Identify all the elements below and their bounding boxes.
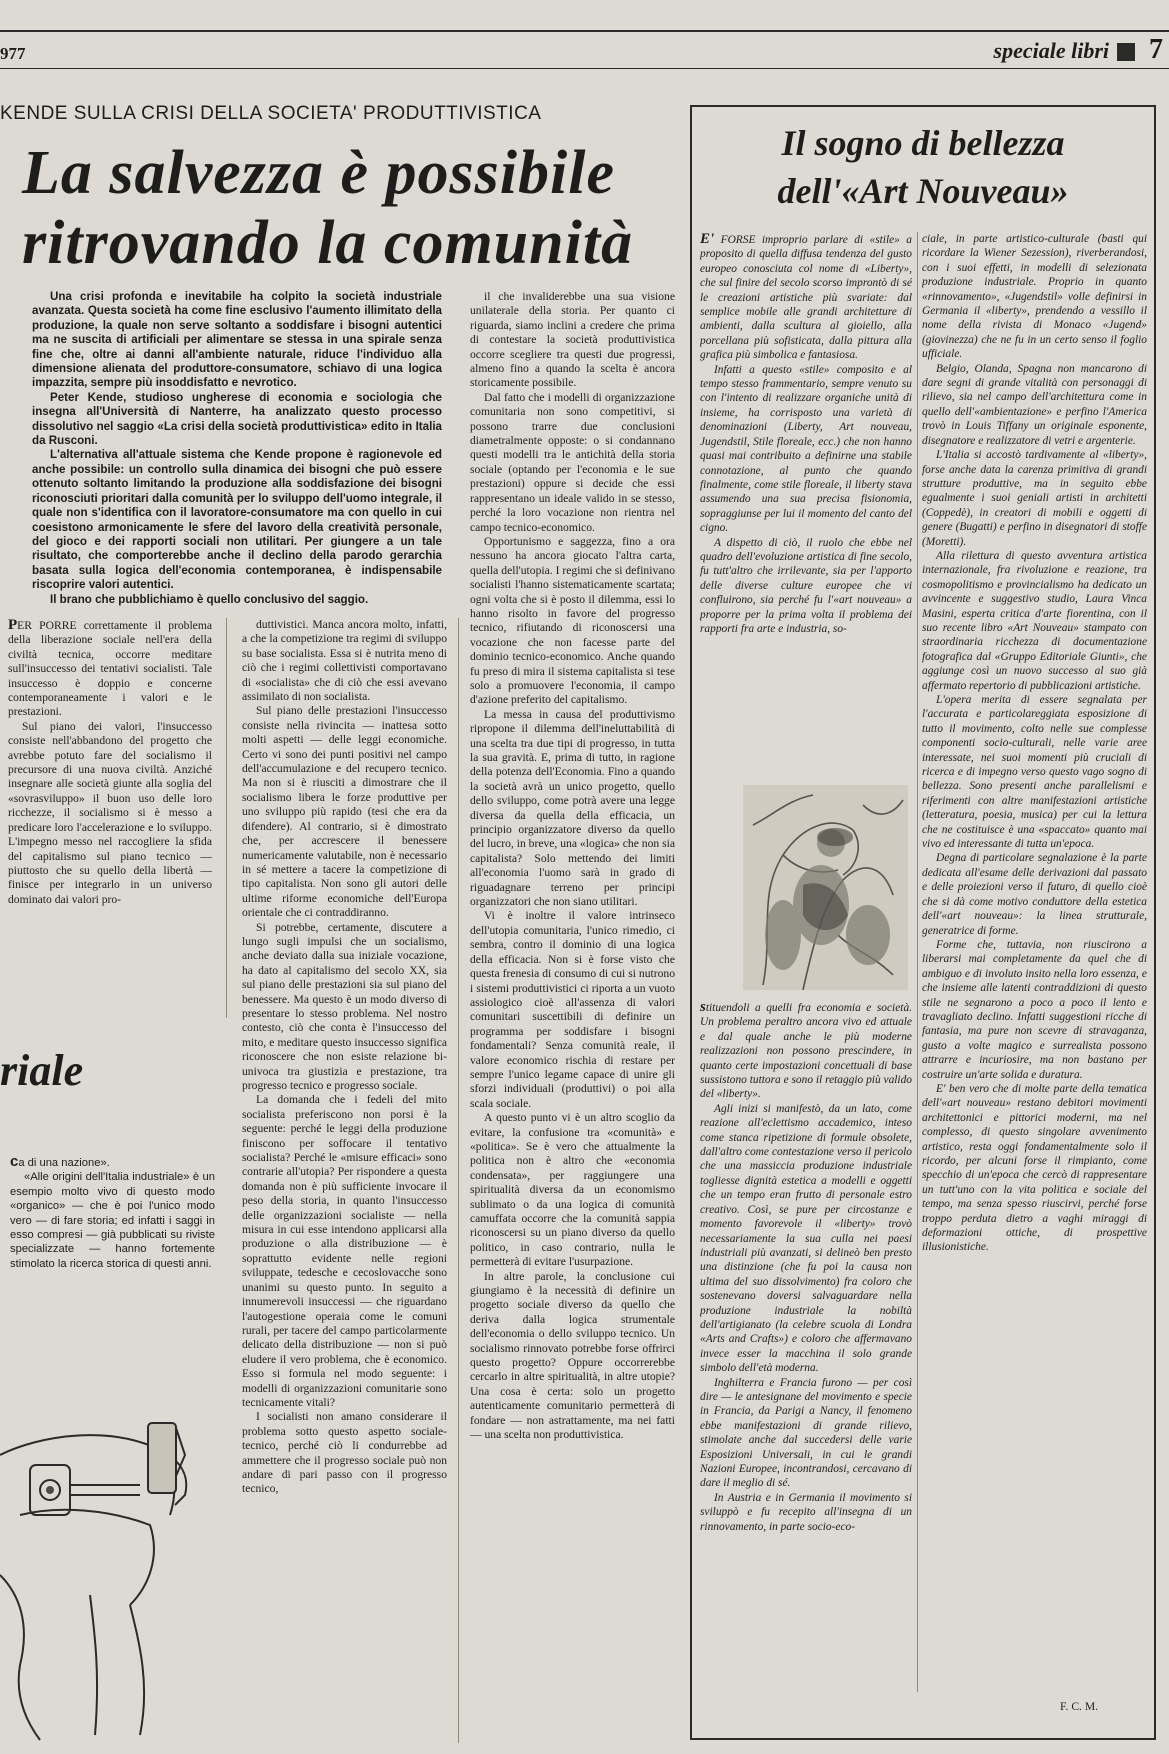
headline-line-2: ritrovando la comunità [22, 209, 634, 277]
body-paragraph: Inghilterra e Francia furono — per così dire — le antesignane del movimento e specie in Francia, da Parigi a Nancy, il fenomeno ebbe manifestazioni di grande rilievo, stimolate anche dal succedersi delle varie Esposizioni Universali, in cui le grandi Nazioni Europee, incontrandosi, cercavano di dare il meglio di sé. [700, 1376, 912, 1490]
article-lead [32, 290, 442, 607]
headline-line-1: La salvezza è possibile [22, 139, 615, 207]
body-paragraph: L'opera merita di essere segnalata per l'accurata e particolareggiata esposizione di tutto il movimento, colto nelle sue complesse componenti socio-culturali, nelle varie aree interessate, nei suoi momenti più cruciali di ricerca e di impegno verso questo vago sogno di bellezza. Sono presenti anche parallelismi e riferimenti con altre manifestazioni artistiche (letteratura, poesia, musica) per cui la lettura che ne costituisce è una «spaccato» quanto mai vivo ed interessante di tutta un'epoca. [922, 694, 1147, 851]
sidebar-column-2 [922, 232, 1147, 1690]
column-divider [226, 618, 227, 1018]
body-paragraph: L'Italia si accostò tardivamente al «liberty», forse anche data la carenza primitiva di grandi strutture produttive, ma in seguito ebbe egualmente i suoi geniali artisti in architetti (Coppedè), in creatori di mobili e oggetti di genere (Bugatti) e perfino in disegnatori di stoffe (Moretti). [922, 449, 1147, 548]
sidebar-title-line-2: dell'«Art Nouveau» [777, 171, 1069, 211]
body-paragraph: Sul piano delle prestazioni l'insuccesso consiste nella rivincita — inattesa sotto molti aspetti — delle leggi economiche. Certo vi sono dei punti positivi nel campo dell'accumulazione e del recupero tecnico. Ma non si è riusciti a dimostrare che il socialismo libera le forze produttive per uno sviluppo più rapido (tesi che era da difendere). Al contrario, si è dimostrato che, per accrescere il benessere numericamente valutabile, non è necessario in sé mettere a tacere la competizione di tipo capitalista. Non sono gli autori delle ultime riforme economiche dell'Europa orientale che ci contraddiranno. [242, 704, 447, 920]
body-paragraph: Dal fatto che i modelli di organizzazione comunitaria non sono competitivi, si possono trarre due conclusioni diametralmente opposte: o si condannano questi modelli tra le antichità della storia sociale (optando per l'economia e le sue prestazioni) oppure si decide che essi rappresentano un ideale valido in se stesso, perché la loro vocazione non rientra nel campo tecnico-economico. [470, 390, 675, 534]
body-paragraph: La messa in causa del produttivismo ripropone il dilemma dell'ineluttabilità di una scelta tra due tipi di progresso, in tutta la sua gravità. E, prima di tutto, in ragione della potenza dell'Economia. Fino a quando la società avrà un unico progetto, quello dello sviluppo, come potrà avere una legge diversa da quella della efficacia, un principio organizzatore diverso da quello del lucro, in breve, una «logica» che non sia capitalista? Solo mettendo dei limiti all'economia l'uomo sarà in grado di riguadagnare terreno per principi organizzatori che non siano utilitari. [470, 707, 675, 909]
page-year: 977 [0, 44, 26, 63]
body-paragraph: E' ben vero che di molte parte della tematica dell'«art nouveau» restano debitori movimenti architettonici e pittorici moderni, ma nel complesso, di questo singolare avvenimento artistico, resta oggi fondamentalmente solo il ricordo, per alcuni forse il rimpianto, come specchio di un'epoca che cercò di rappresentare un tutt'uno con la vita politica e sociale del tempo, ma senza spesso riuscirvi, perché forse troppo perduta dietro a vaghi miraggi di deformazioni ottiche, di prospettive illusionistiche. [922, 1082, 1147, 1254]
horse-illustration [0, 1395, 220, 1745]
fragment-headline: riale [0, 1046, 84, 1095]
author-signature: F. C. M. [1060, 1700, 1099, 1713]
sidebar-column-1-top [700, 232, 912, 780]
body-paragraph: duttivistici. Manca ancora molto, infatti, a che la competizione tra regimi di sviluppo su base socialista. Essa si è nutrita meno di ciò che i regimi collettivisti comportavano di «socialista» che di ciò che essi avevano assimilato di non socialista. [242, 618, 447, 704]
body-paragraph: E' FORSE improprio parlare di «stile» a proposito di quella diffusa tendenza del gusto europeo conosciuta col nome di «Liberty», che sul finire del secolo scorso improntò di sé le creazioni artistiche più svariate: dal semplice mobile alle grandi architetture di ambienti, dalla scultura al gioiello, alla porcellana più sofisticata, dalla pittura alla grafica più simbolica e fantasiosa. [700, 232, 912, 362]
lead-paragraph: Una crisi profonda e inevitabile ha colpito la società industriale avanzata. Questa società ha come fine esclusivo l'aumento illimitato della produzione, la quale non serve soltanto a soddisfare i bisogni autentici ma ne suscita di artificiali per alimentare se stessa in una spirale senza fine che, oltre ai danni all'ambiente naturale, riduce l'individuo alla dimensione alienata del produttore-consumatore, schiavo di una logica impazzita, sempre più insoddisfatto e nevrotico. [32, 290, 442, 390]
body-paragraph: ca di una nazione». [10, 1155, 110, 1170]
header-top-rule [0, 30, 1169, 32]
square-icon [1117, 43, 1135, 61]
body-paragraph: A questo punto vi è un altro scoglio da evitare, la confusione tra «comunità» e «politica». Se è vero che attualmente la politica non è altro che «economia condensata», per raggiungere una spiritualità diversa da un economismo sublimato o da una logica di comunità camuffata occorre che la comunità sappia riconoscersi su un piano diverso da quello politico, in caso contrario, nulla le permetterà di evitare l'usurpazione. [470, 1111, 675, 1269]
sidebar-column-1-bottom [700, 1000, 912, 1700]
body-paragraph: il che invaliderebbe una sua visione unilaterale della storia. Per quanto ci riguarda, siamo inclini a credere che prima di contestare la società produttivistica occorre scegliere tra questi due progressi, almeno fino a quando la scelta è ancora storicamente possibile. [470, 290, 675, 390]
sidebar-title-line-1: Il sogno di bellezza [781, 123, 1065, 163]
column-divider [917, 232, 918, 1692]
body-paragraph: Degna di particolare segnalazione è la parte dedicata all'esame delle derivazioni dal passato e delle proiezioni verso il futuro, di quello cioè che si dà come motivo conduttore della estetica dell'«art nouveau»: la linea strutturale, generatrice di forme. [922, 852, 1147, 937]
art-nouveau-illustration [743, 785, 908, 990]
section-label: speciale libri [993, 38, 1109, 63]
article-column-3 [470, 290, 675, 1745]
body-paragraph: A dispetto di ciò, il ruolo che ebbe nel quadro dell'evoluzione artistica di fine secolo, fu tutt'altro che irrilevante, sia per l'apporto delle diverse culture europee che vi confluirono, sia perché fu l'«art nouveau» a proporre per la prima volta il problema dei rapporti fra arte e industria, so- [700, 536, 912, 635]
column-divider [458, 618, 459, 1743]
body-paragraph: stituendoli a quelli fra economia e società. Un problema peraltro ancora vivo ed attuale e dal quale anche le più moderne realizzazioni non possono prescindere, in quanto certe impostazioni concettuali di base sussistono tuttora e sono il retaggio più valido del «liberty». [700, 1000, 912, 1101]
header-bottom-rule [0, 68, 1169, 69]
lead-paragraph: Il brano che pubblichiamo è quello conclusivo del saggio. [50, 592, 369, 606]
body-paragraph: I socialisti non amano considerare il problema sotto questo aspetto sociale-tecnico, perché ciò li condurrebbe ad ammettere che il progresso sociale può non andare di pari passo con il progresso tecnico, [242, 1410, 447, 1496]
body-paragraph: PER PORRE correttamente il problema della liberazione sociale nell'era della civiltà tecnica, occorre meditare sull'insuccesso dei tentativi socialisti. Tale insuccesso è doppio e concerne contemporaneamente i valori e le prestazioni. [8, 618, 212, 719]
body-paragraph: Sul piano dei valori, l'insuccesso consiste nell'abbandono del progetto che avrebbe potuto fare del socialismo il precursore di una nuova civiltà. Anziché insegnare alle società giunte alla soglia del «sovrasviluppo» il buon uso delle loro ricchezze, il socialismo si è messo a predicare loro l'accelerazione e lo sviluppo. L'impegno messo nel raccogliere la sfida del capitalismo sul piano tecnico — piuttosto che su quello della libertà — finisce per integrarlo in un universo dominato dai valori pro- [8, 719, 212, 906]
body-paragraph: In altre parole, la conclusione cui giungiamo è la necessità di definire un progetto sociale diverso da quello che deriva dalla logica strumentale dell'economia o dello sviluppo tecnico. Un socialismo rinnovato potrebbe forse offrirci questo progetto? Oppure occorrerebbe cercarlo in altre spiritualità, in altre utopie? Una cosa è certa: solo un progetto autenticamente comunitario permetterà di fondare — non astrattamente, ma nei fatti — una scelta non produttivistica. [470, 1269, 675, 1442]
fragment-text [10, 1155, 215, 1375]
body-paragraph: Belgio, Olanda, Spagna non mancarono di dare segni di grande vitalità con personaggi di rilievo, sia nel campo dell'architettura come in quello dell'«ambientazione» e perfino l'America trovò in Louis Tiffany un originale esponente, disegnatore e realizzatore di vetri e argenterie. [922, 362, 1147, 447]
body-paragraph: La domanda che i fedeli del mito socialista preferiscono non porsi è la seguente: perché le leggi della produzione finiscono per soffocare il tentativo socialista? Perché le «misure efficaci» sono contrarie all'utopia? Per rispondere a questa domanda non è più sufficiente invocare il peso della storia, in quanto l'insuccesso delle organizzazioni socialiste — nella misura in cui esse intendono applicarsi alla produzione o alla distribuzione — è soprattutto evidente nelle regioni sviluppate, tedesche e cecoslovacche sono unanimi su questo punto. In seguito a innumerevoli insuccessi — che riguardano l'autogestione operaia come le comuni rurali, per tacere del campo particolarmente delicato della distribuzione — non si può eludere il vero problema, che è economico. Esso si formula nel modo seguente: i modelli di organizzazioni comunitarie sono tecnicamente vitali? [242, 1093, 447, 1409]
page-number: 7 [1149, 34, 1163, 65]
body-paragraph: In Austria e in Germania il movimento si sviluppò e fu recepito all'insegna di un rinnovamento, in parte socio-eco- [700, 1491, 912, 1533]
article-column-2 [242, 618, 447, 1743]
article-kicker: KENDE SULLA CRISI DELLA SOCIETA' PRODUTTIVISTICA [0, 103, 542, 124]
lead-paragraph: Peter Kende, studioso ungherese di economia e sociologia che insegna all'Università di Nanterre, ha analizzato questo processo dissolutivo nel saggio «La crisi della società produttivistica» edito in Italia da Rusconi. [32, 390, 442, 448]
body-paragraph: Opportunismo e saggezza, fino a ora nessuno ha ancora giocato l'altra carta, quella dell'utopia. I regimi che si definivano socialisti l'hanno sistematicamente scartata; ogni volta che si è posto il dilemma, essi lo hanno risolto in favore del progresso tecnico, rifiutando di riconoscersi una vocazione che non facesse parte del dominio tecnico-economico. Anche quando fu preso di mira il sistema capitalista si tese solo a promuovere l'economia, il campo d'azione preferito del capitalismo. [470, 534, 675, 707]
body-paragraph: «Alle origini dell'Italia industriale» è un esempio molto vivo di questo modo «organico» — che è poi l'unico modo vero — di fare storia; ed infatti i saggi in esso compresi — già pubblicati su riviste specializzate — hanno fortemente stimolato la ricerca storica di questi anni. [10, 1171, 215, 1270]
lead-paragraph: L'alternativa all'attuale sistema che Kende propone è ragionevole ed anche possibile: un controllo sulla dinamica dei bisogni che può essere ottenuto soltanto limitando la produzione alla soddisfazione dei bisogni riconosciuti prioritari dalla comunità per lo sviluppo dell'uomo integrale, il quale non s'identifica con il lavoratore-consumatore ma con quello in cui coesistono armonicamente le sfere del lavoro della creatività personale, del gioco e dei rapporti sociali non utilitari. Per giungere a un tale risultato, che comporterebbe anche il declino della parodo gerarchia basata sulla logica dell'economia contemporanea, è indispensabile riscoprire valori autentici. [32, 448, 442, 592]
body-paragraph: Alla rilettura di questo avventura artistica internazionale, fra rivoluzione e reazione, tra cosmopolitismo e provincialismo ha dedicato un avvincente e suggestivo studio, Laura Vinca Masini, esperta critica d'arte fiorentina, con il suo recente libro «Art Nouveau» stampato con straordinaria ricchezza di documentazione fotografica dal «Gruppo Editoriale Giunti», che aggiunge così un nuovo successo al suo già affermato repertorio di pubblicazioni artistiche. [922, 549, 1147, 692]
body-paragraph: Infatti a questo «stile» composito e al tempo stesso frammentario, sempre venuto su con l'intento di realizzare organiche unità di insieme, ha corrisposto una varietà di denominazioni (Liberty, Art nouveau, Jugendstil, Stile floreale, ecc.) che non hanno quasi mai contribuito a definirne una stabile connotazione, al punto che quando finalmente, come stile floreale, il liberty stava assumendo una sua precisa fisionomia, sopraggiunse per lui il momento del canto del cigno. [700, 363, 912, 535]
body-paragraph: Forme che, tuttavia, non riuscirono a liberarsi mai completamente da quel che di ambiguo e di involuto insito nella loro essenza, e che insieme alle latenti contraddizioni di questo stile ne segnarono a poco a poco il lento e travagliato declino. Infatti suggestioni ricche di fantasia, ma pure non scevre di stravaganza, gusto a volte magico e surrealista possono attrarre e incuriosire, ma non bastano per costruire un'arte solida e duratura. [922, 938, 1147, 1081]
body-paragraph: ciale, in parte artistico-culturale (basti qui ricordare la Wiener Sezession), riverberandosi, con i suoi effetti, in modelli di selezionata produzione industriale. Proprio in quanto «rinnovamento», «Jugendstil» volle definirsi in Germania il «liberty», prendendo a vessillo il nome della rivista di Monaco «Jugend» (giovinezza) che ne fu in un certo senso il foglio ufficiale. [922, 233, 1147, 361]
body-paragraph: Agli inizi si manifestò, da un lato, come reazione all'eclettismo accademico, inteso come stanca ripetizione di formule obsolete, dall'altro come contestazione verso il pericolo che una massiccia produzione industriale togliesse dignità estetica a modelli e oggetti che un tempo eran frutto di personale estro creativo. Così, se pure per circostanze e momento favorevole il «liberty» trovò necessariamente la sua culla nei paesi industriali più avanzati, si delineò ben presto una distinzione (che fu poi la causa non ultima del suo dissolvimento) fra coloro che sostenevano doversi salvaguardare nella produzione industriale la nobiltà dell'artigianato (la celebre scuola di Londra «Arts and Crafts») e coloro che affermavano invece esser la macchina il solo grande simbolo dell'età moderna. [700, 1102, 912, 1375]
body-paragraph: Si potrebbe, certamente, discutere a lungo sugli impulsi che un socialismo, anche deviato dalla sua iniziale vocazione, ha dato al capitalismo del secolo XX, sia sul piano delle prestazioni sia sul piano del benessere. Ma questo è un modo diverso di presentare lo stesso problema. Nel nostro contesto, ciò che conta è l'insuccesso del mito, e meditare questo insuccesso significa riconoscere che non esiste relazione bi-univoca tra giustizia e prestazione, tra progresso tecnico e progresso sociale. [242, 920, 447, 1092]
article-column-1 [8, 618, 212, 1018]
body-paragraph: Vi è inoltre il valore intrinseco dell'utopia comunitaria, l'unico rimedio, ci sembra, contro il dominio di una logica della efficacia. Non si è forse visto che questa frenesia di consumo di cui si nutrono i sistemi produttivistici ci riporta a un vuoto assiologico cioè all'assenza di valori comunitari suscettibili di definire un programma per soddisfare i bisogni fondamentali? Senza comunità reale, il valore economico rischia di restare per sempre l'unico legame capace di unire gli sforzi individuali (produttivi) o poi alla scala sociale. [470, 909, 675, 1110]
